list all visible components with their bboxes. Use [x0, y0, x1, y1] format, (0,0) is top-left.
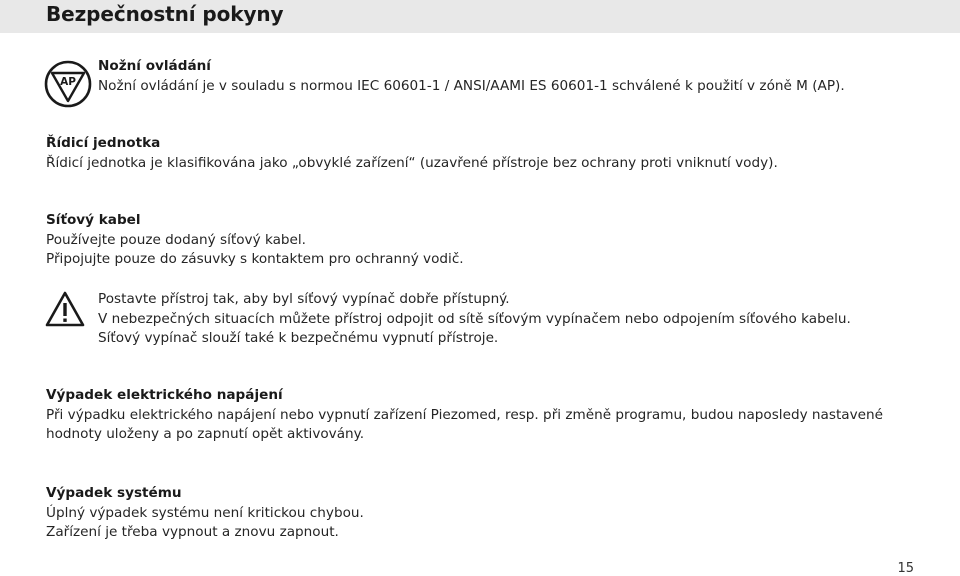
power-failure-title: Výpadek elektrického napájení [46, 387, 283, 403]
system-failure-line: Zařízení je třeba vypnout a znovu zapnout. [46, 524, 339, 540]
power-failure-line: hodnoty uloženy a po zapnutí opět aktivovány. [46, 426, 365, 442]
page-title: Bezpečnostní pokyny [46, 2, 284, 26]
power-cable-line: Připojujte pouze do zásuvky s kontaktem pro ochranný vodič. [46, 251, 464, 267]
power-failure-line: Při výpadku elektrického napájení nebo vypnutí zařízení Piezomed, resp. při změně programu, budou naposledy nastavené [46, 406, 884, 423]
control-unit-title: Řídicí jednotka [46, 135, 161, 151]
foot-control-line: Nožní ovládání je v souladu s normou IEC 60601-1 / ANSI/AAMI ES 60601-1 schválené k použití v zóně M (AP). [98, 77, 845, 94]
section-foot-control [98, 57, 845, 96]
system-failure-title: Výpadek systému [46, 485, 182, 501]
power-cable-title: Síťový kabel [46, 212, 141, 228]
warning-line: V nebezpečných situacích můžete přístroj odpojit od sítě síťovým vypínačem nebo odpojením síťového kabelu. [98, 310, 851, 327]
warning-line: Postavte přístroj tak, aby byl síťový vypínač dobře přístupný. [98, 291, 510, 307]
ap-icon-label: AP [60, 76, 76, 88]
warning-line: Síťový vypínač slouží také k bezpečnému vypnutí přístroje. [98, 330, 499, 346]
section-system-failure [46, 484, 364, 543]
page-number: 15 [897, 561, 914, 576]
section-power-cable [46, 211, 464, 270]
ap-icon [44, 60, 92, 108]
foot-control-title: Nožní ovládání [98, 58, 211, 74]
control-unit-line: Řídicí jednotka je klasifikována jako „obvyklé zařízení“ (uzavřené přístroje bez ochrany proti vniknutí vody). [46, 154, 778, 171]
section-control-unit [46, 134, 778, 173]
header-band [0, 0, 960, 33]
section-power-failure [46, 386, 883, 445]
warning-triangle-icon [44, 290, 86, 328]
section-warning [98, 290, 851, 349]
system-failure-line: Úplný výpadek systému není kritickou chybou. [46, 504, 364, 521]
power-cable-line: Používejte pouze dodaný síťový kabel. [46, 231, 306, 248]
